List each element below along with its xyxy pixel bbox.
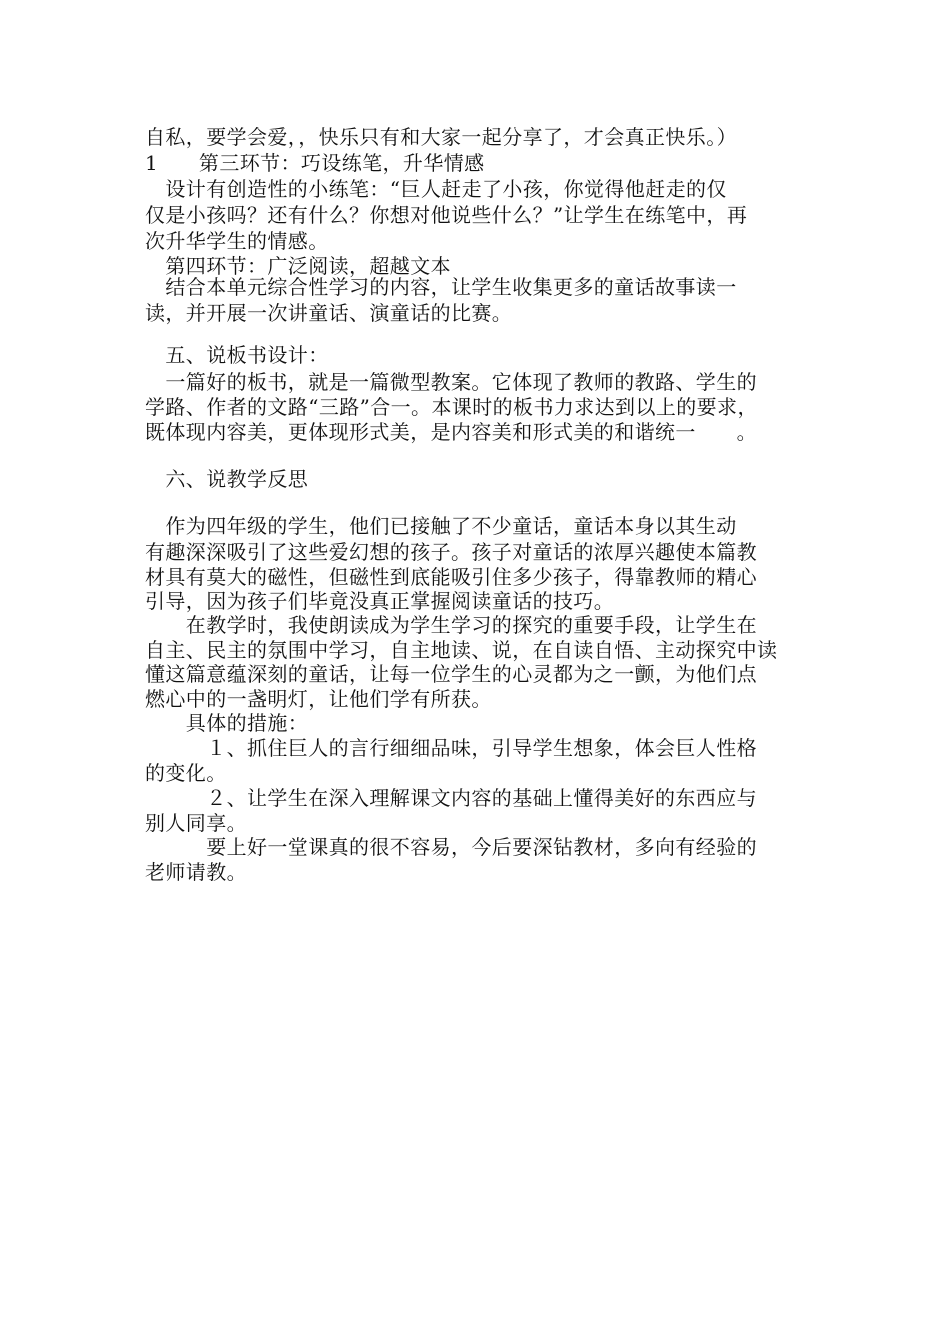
text-line: 老师请教。 [145,860,247,884]
text-line: 学路、作者的文路“三路”合一。本课时的板书力求达到以上的要求， [145,395,758,419]
text-line: 结合本单元综合性学习的内容，让学生收集更多的童话故事读一 [145,275,737,299]
text-line: 懂这篇意蕴深刻的童话，让每一位学生的心灵都为之一颤，为他们点 [145,662,757,686]
text-line: 在教学时，我使朗读成为学生学习的探究的重要手段，让学生在 [145,613,757,637]
text-line: 具体的措施： [145,711,309,735]
text-line: 引导，因为孩子们毕竟没真正掌握阅读童话的技巧。 [145,589,615,613]
text-line: 仅是小孩吗？还有什么？你想对他说些什么？”让学生在练笔中，再 [145,203,748,227]
text-line: 的变化。 [145,761,227,785]
text-line: 材具有莫大的磁性，但磁性到底能吸引住多少孩子，得靠教师的精心 [145,565,757,589]
text-line: 要上好一堂课真的很不容易，今后要深钻教材，多向有经验的 [145,835,757,859]
text-line: 燃心中的一盏明灯，让他们学有所获。 [145,687,492,711]
text-line: 设计有创造性的小练笔：“巨人赶走了小孩，你觉得他赶走的仅 [145,177,727,201]
text-line: 别人同享。 [145,811,247,835]
section-heading: 六、说教学反思 [145,467,309,491]
text-line: 自主、民主的氛围中学习，自主地读、说，在自读自悟、主动探究中读 [145,638,778,662]
text-line: 次升华学生的情感。 [145,229,329,253]
text-line: 有趣深深吸引了这些爱幻想的孩子。孩子对童话的浓厚兴趣使本篇教 [145,540,757,564]
text-line: 一篇好的板书，就是一篇微型教案。它体现了教师的教路、学生的 [145,370,757,394]
text-line: 既体现内容美，更体现形式美，是内容美和形式美的和谐统一 。 [145,420,757,444]
text-line: 1 第三环节：巧设练笔，升华情感 [145,151,485,175]
text-line: 第四环节：广泛阅读，超越文本 [145,254,451,278]
text-line: 读，并开展一次讲童话、演童话的比赛。 [145,301,513,325]
text-line: 自私，要学会爱，，快乐只有和大家一起分享了，才会真正快乐。） [145,125,737,149]
text-line: 作为四年级的学生，他们已接触了不少童话，童话本身以其生动 [145,514,737,538]
section-heading: 五、说板书设计： [145,343,329,367]
text-line: １、抓住巨人的言行细细品味，引导学生想象，体会巨人性格 [145,736,757,760]
text-line: ２、让学生在深入理解课文内容的基础上懂得美好的东西应与 [145,786,757,810]
